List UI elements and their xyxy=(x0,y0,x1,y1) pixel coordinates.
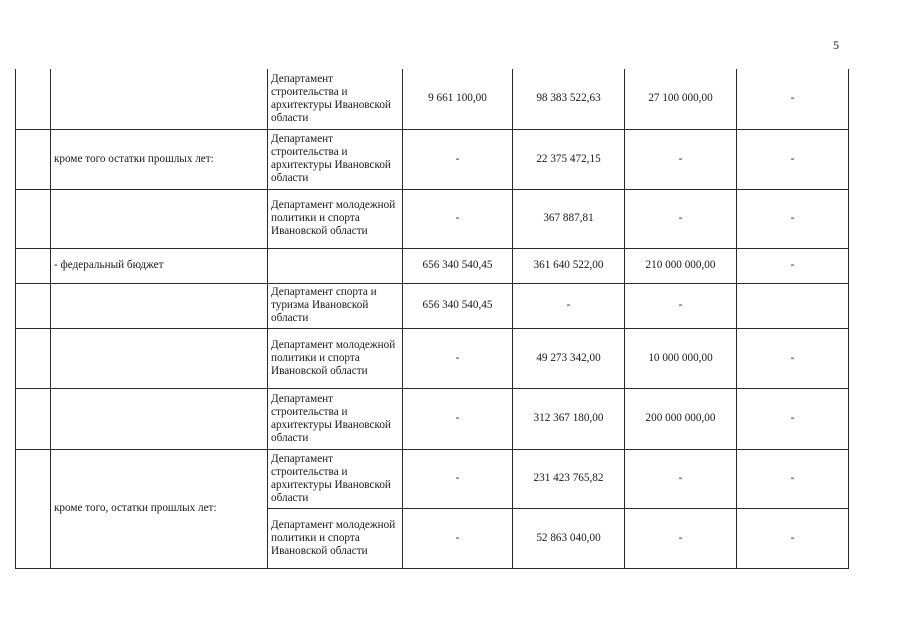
value-cell: - xyxy=(625,189,737,248)
organization-cell: Департамент строительства и архитектуры Ивановской области xyxy=(268,129,403,189)
value-cell: 49 273 342,00 xyxy=(513,328,625,388)
value-cell: 52 863 040,00 xyxy=(513,508,625,568)
value-cell: - xyxy=(737,189,849,248)
table-row xyxy=(16,283,849,328)
table-row xyxy=(16,129,849,189)
row-label xyxy=(51,189,268,248)
value-cell: - xyxy=(403,129,513,189)
organization-cell xyxy=(268,248,403,283)
value-cell: - xyxy=(737,328,849,388)
value-cell: - xyxy=(403,388,513,449)
row-number-cell xyxy=(16,248,51,283)
table-row xyxy=(16,248,849,283)
value-cell: - xyxy=(403,508,513,568)
row-label: кроме того, остатки прошлых лет: xyxy=(51,449,268,568)
value-cell: 98 383 522,63 xyxy=(513,69,625,129)
value-cell: 10 000 000,00 xyxy=(625,328,737,388)
row-number-cell xyxy=(16,129,51,189)
row-label xyxy=(51,69,268,129)
row-number-cell xyxy=(16,388,51,449)
value-cell: 231 423 765,82 xyxy=(513,449,625,508)
value-cell: - xyxy=(513,283,625,328)
row-number-cell xyxy=(16,189,51,248)
table-row xyxy=(16,449,849,508)
value-cell: - xyxy=(403,449,513,508)
page-number: 5 xyxy=(833,38,839,52)
value-cell: 210 000 000,00 xyxy=(625,248,737,283)
organization-cell: Департамент строительства и архитектуры Ивановской области xyxy=(268,69,403,129)
table-row xyxy=(16,328,849,388)
row-label xyxy=(51,328,268,388)
organization-cell: Департамент строительства и архитектуры Ивановской области xyxy=(268,449,403,508)
value-cell: - xyxy=(737,248,849,283)
value-cell xyxy=(737,283,849,328)
row-label: кроме того остатки прошлых лет: xyxy=(51,129,268,189)
row-label: - федеральный бюджет xyxy=(51,248,268,283)
value-cell: - xyxy=(625,283,737,328)
value-cell: 656 340 540,45 xyxy=(403,248,513,283)
value-cell: 22 375 472,15 xyxy=(513,129,625,189)
organization-cell: Департамент строительства и архитектуры Ивановской области xyxy=(268,388,403,449)
table-row xyxy=(16,189,849,248)
organization-cell: Департамент молодежной политики и спорта Ивановской области xyxy=(268,508,403,568)
row-label xyxy=(51,388,268,449)
value-cell: 312 367 180,00 xyxy=(513,388,625,449)
value-cell: 9 661 100,00 xyxy=(403,69,513,129)
organization-cell: Департамент спорта и туризма Ивановской области xyxy=(268,283,403,328)
row-number-cell xyxy=(16,449,51,568)
value-cell: - xyxy=(403,328,513,388)
value-cell: 656 340 540,45 xyxy=(403,283,513,328)
row-label xyxy=(51,283,268,328)
value-cell: - xyxy=(625,129,737,189)
value-cell: 361 640 522,00 xyxy=(513,248,625,283)
value-cell: - xyxy=(737,129,849,189)
value-cell: 200 000 000,00 xyxy=(625,388,737,449)
organization-cell: Департамент молодежной политики и спорта Ивановской области xyxy=(268,328,403,388)
value-cell: - xyxy=(737,449,849,508)
row-number-cell xyxy=(16,328,51,388)
row-number-cell xyxy=(16,69,51,129)
organization-cell: Департамент молодежной политики и спорта Ивановской области xyxy=(268,189,403,248)
value-cell: 367 887,81 xyxy=(513,189,625,248)
value-cell: - xyxy=(625,508,737,568)
value-cell: - xyxy=(625,449,737,508)
value-cell: - xyxy=(737,508,849,568)
budget-table xyxy=(15,69,849,569)
table-row xyxy=(16,388,849,449)
row-number-cell xyxy=(16,283,51,328)
value-cell: 27 100 000,00 xyxy=(625,69,737,129)
value-cell: - xyxy=(737,388,849,449)
table-row xyxy=(16,69,849,129)
value-cell: - xyxy=(403,189,513,248)
value-cell: - xyxy=(737,69,849,129)
